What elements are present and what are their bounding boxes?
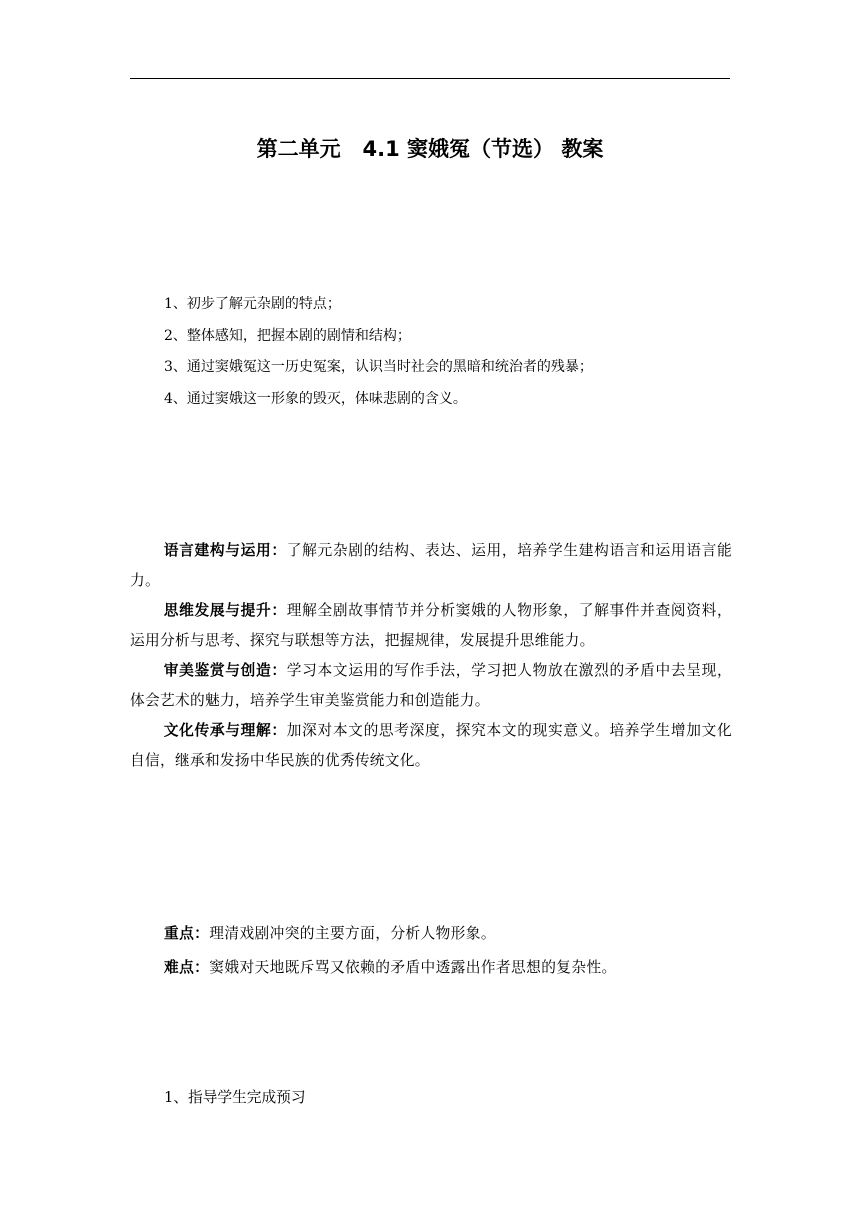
process-step: 1、指导学生完成预习 <box>164 1089 306 1106</box>
objective-item: 4、通过窦娥这一形象的毁灭，体味悲剧的含义。 <box>164 390 467 407</box>
competency-text: 了解元杂剧的结构、表达、运用，培养学生建构语言和运用语言能力。 <box>130 542 732 589</box>
difficult-point-text: 窦娥对天地既斥骂又依赖的矛盾中透露出作者思想的复杂性。 <box>209 959 617 976</box>
key-point <box>164 917 734 951</box>
competency-label: 审美鉴赏与创造： <box>163 662 287 679</box>
key-point-label: 重点： <box>164 925 210 942</box>
competency-paragraph <box>130 596 732 656</box>
page-title: 第二单元 4.1 窦娥冤（节选） 教案 <box>256 137 604 161</box>
competency-paragraph <box>130 536 732 596</box>
competency-text: 理解全剧故事情节并分析窦娥的人物形象，了解事件并查阅资料，运用分析与思考、探究与联想等方法，把握规律，发展提升思维能力。 <box>130 602 732 649</box>
difficult-point-label: 难点： <box>164 959 210 976</box>
competency-label: 语言建构与运用： <box>163 542 287 559</box>
competency-text: 加深对本文的思考深度，探究本文的现实意义。培养学生增加文化自信，继承和发扬中华民族的优秀传统文化。 <box>130 722 732 769</box>
objectives-list <box>164 289 734 415</box>
objective-item: 2、整体感知，把握本剧的剧情和结构； <box>164 327 411 344</box>
competency-paragraph <box>130 716 732 776</box>
objective-item: 1、初步了解元杂剧的特点； <box>164 296 341 312</box>
header-rule <box>130 78 730 79</box>
difficult-point <box>164 951 734 985</box>
competency-paragraph <box>130 656 732 716</box>
key-points-section <box>164 917 734 985</box>
key-point-text: 理清戏剧冲突的主要方面，分析人物形象。 <box>209 925 496 942</box>
competency-label: 文化传承与理解： <box>163 722 287 739</box>
competency-text: 学习本文运用的写作手法，学习把人物放在激烈的矛盾中去呈现，体会艺术的魅力，培养学生审美鉴赏能力和创造能力。 <box>130 662 732 709</box>
objective-item: 3、通过窦娥冤这一历史冤案，认识当时社会的黑暗和统治者的残暴； <box>164 359 593 375</box>
competencies-section <box>130 536 732 776</box>
competency-label: 思维发展与提升： <box>163 602 287 619</box>
